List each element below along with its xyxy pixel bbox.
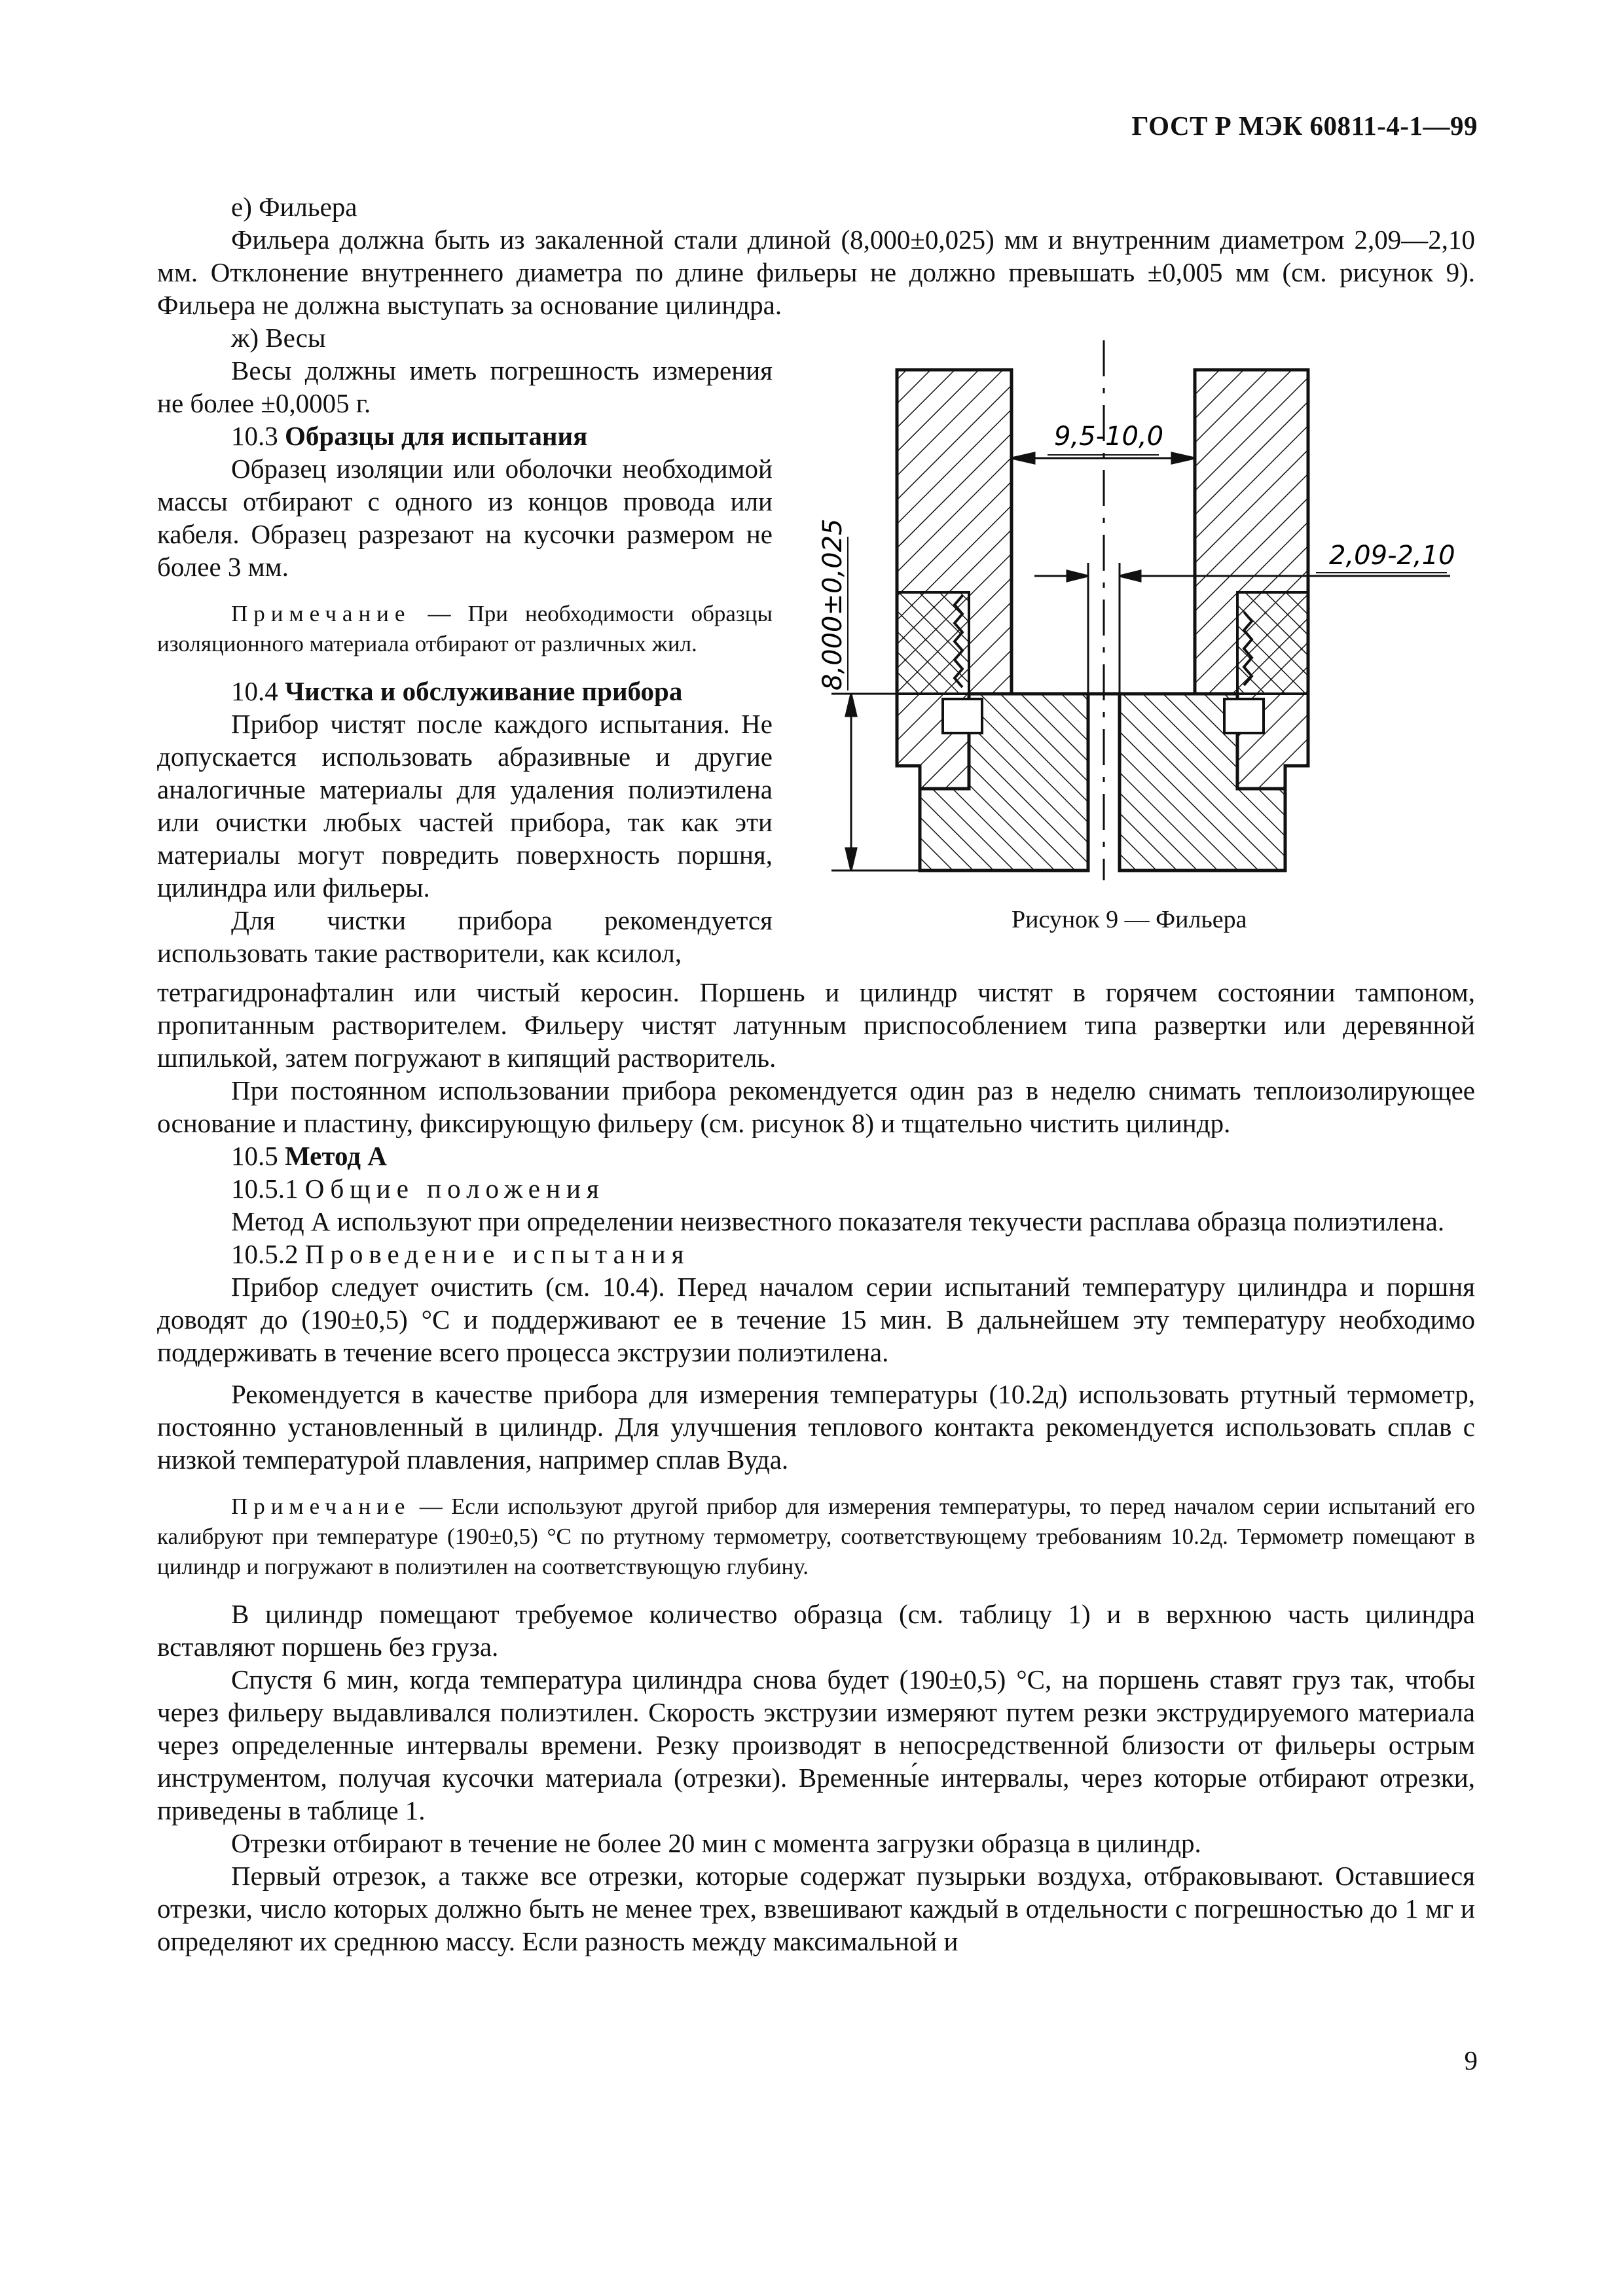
section-title: Проведение испытания [304,1239,690,1269]
paragraph-extrusion: Спустя 6 мин, когда температура цилиндра снова будет (190±0,5) °С, на поршень ставят груз так, чтобы через фильеру выдавливался полиэтилен. Скорость экструзии измеряют путем резки экструдируемого материала через определенные интервалы времени. Резку производят в непосредственной близости от фильеры острым инструментом, получая кусочки материала (отрезки). Временны́е интервалы, через которые отбирают отрезки, приведены в таблице 1. [157,1664,1475,1825]
note-text: — При необходимости образцы изоляционного материала отбирают от различных жил. [157,601,773,656]
note-label: Примечание [231,601,411,626]
paragraph-cut-time: Отрезки отбирают в течение не более 20 мин с момента загрузки образца в цилиндр. [231,1828,1201,1858]
item-zh-text: Весы должны иметь погрешность измерения не более ±0,0005 г. [157,355,773,418]
section-10-5-1-text: Метод А используют при определении неизвестного показателя текучести расплава образца полиэтилена. [231,1206,1445,1236]
section-10-3-text: Образец изоляции или оболочки необходимой массы отбирают с одного из концов провода или кабеля. Образец разрезают на кусочки размером не более 3 мм. [157,454,773,582]
section-e [157,190,1475,321]
section-10-4-p1: Прибор чистят после каждого испытания. Не допускается использовать абразивные и другие аналогичные материалы для удаления полиэтилена или очистки любых частей прибора, так как эти материалы могут повредить поверхность поршня, цилиндра или фильеры. [157,709,773,903]
recess-right [1224,699,1264,733]
left-column [157,321,773,969]
recess-left [943,699,982,733]
section-number: 10.4 [231,676,278,706]
main-body [157,976,1475,1958]
item-e-text: Фильера должна быть из закаленной стали длиной (8,000±0,025) мм и внутренним диаметром 2,09—2,10 мм. Отклонение внутреннего диаметра по длине фильеры не должно превышать ±0,005 мм (см. рисунок 9). Фильера не должна выступать за основание цилиндра. [157,224,1475,320]
dim-bore-diameter [1012,453,1195,463]
note-label: Примечание [231,1494,411,1519]
document-code: ГОСТ Р МЭК 60811-4-1—99 [1131,111,1478,141]
section-title: Образцы для испытания [285,421,588,451]
section-10-5-2-heading [157,1238,1475,1270]
section-10-5-heading [157,1139,1475,1172]
section-10-3-heading [157,420,773,452]
section-number: 10.5 [231,1141,278,1171]
section-number: 10.5.2 [231,1239,299,1269]
section-10-4-heading [157,675,773,708]
figure-caption: Рисунок 9 — Фильера [1012,906,1247,933]
dim-bore-label: 9,5-10,0 [1054,422,1164,452]
page-number: 9 [1464,2045,1478,2075]
die-drawing [802,334,1489,897]
section-number: 10.3 [231,421,278,451]
paragraph-sample-loading: В цилиндр помещают требуемое количество образца (см. таблицу 1) и в верхнюю часть цилиндра вставляют поршень без груза. [157,1599,1475,1662]
section-10-5-2-p1: Прибор следует очистить (см. 10.4). Перед началом серии испытаний температуру цилиндра и поршня доводят до (190±0,5) °С и поддерживают ее в течение 15 мин. В дальнейшем эту температуру необходимо поддерживать в течение всего процесса экструзии полиэтилена. [157,1272,1475,1367]
section-title: Метод А [285,1141,387,1171]
dim-length-label: 8,000±0,025 [818,518,848,691]
paragraph-weighing: Первый отрезок, а также все отрезки, которые содержат пузырьки воздуха, отбраковывают. Оставшиеся отрезки, число которых должно быть не менее трех, взвешивают каждый в отдельности с погрешностью до 1 мг и определяют их среднюю массу. Если разность между максимальной и [157,1861,1475,1956]
section-10-4-p3: При постоянном использовании прибора рекомендуется один раз в неделю снимать теплоизолирующее основание и пластину, фиксирующую фильеру (см. рисунок 8) и тщательно чистить цилиндр. [157,1075,1475,1138]
section-10-4-p2-cont: тетрагидронафталин или чистый керосин. Поршень и цилиндр чистят в горячем состоянии тампоном, пропитанным растворителем. Фильеру чистят латунным приспособлением типа развертки или деревянной шпилькой, затем погружают в кипящий растворитель. [157,977,1475,1073]
section-10-5-2-p2: Рекомендуется в качестве прибора для измерения температуры (10.2д) использовать ртутный термометр, постоянно установленный в цилиндр. Для улучшения теплового контакта рекомендуется использовать сплав с низкой температурой плавления, например сплав Вуда. [157,1379,1475,1475]
note-2 [157,1492,1475,1582]
dim-die-label: 2,09-2,10 [1329,541,1455,571]
section-title: Общие положения [304,1174,605,1204]
note-text: — Если используют другой прибор для измерения температуры, то перед началом серии испытаний его калибруют при температуре (190±0,5) °С по ртутному термометру, соответствующему требованиям 10.2д. Термометр помещают в цилиндр и погружают в полиэтилен на соответствующую глубину. [157,1494,1475,1579]
item-zh-title: ж) Весы [231,323,326,353]
section-number: 10.5.1 [231,1174,299,1204]
note-1 [157,599,773,659]
section-10-5-1-heading [157,1172,1475,1205]
item-e-title: е) Фильера [231,192,357,222]
section-title: Чистка и обслуживание прибора [285,676,683,706]
section-10-4-p2-start: Для чистки прибора рекомендуется использовать такие растворители, как ксилол, [157,905,773,968]
